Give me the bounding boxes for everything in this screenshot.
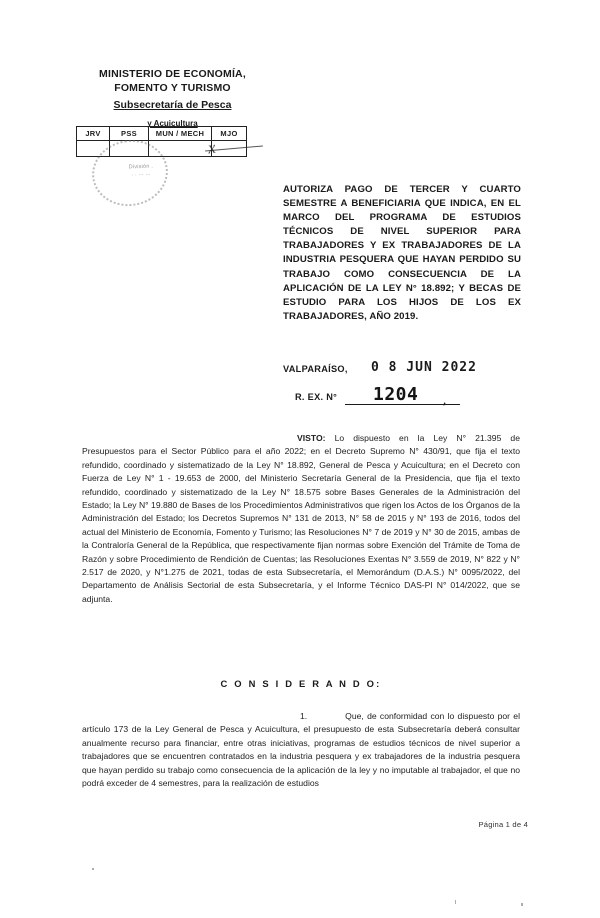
visa-col-mun-mech: MUN / MECH [149, 127, 212, 141]
visa-col-jrv: JRV [77, 127, 110, 141]
handwritten-signature-icon: x [206, 137, 217, 158]
subject-block: AUTORIZA PAGO DE TERCER Y CUARTO SEMESTRE A BENEFICIARIA QUE INDICA, EN EL MARCO DEL PROGRAMA DE ESTUDIOS TÉCNICOS DE NIVEL SUPERIOR PARA TRABAJADORES Y EX TRABAJADORES DE LA INDUSTRIA PESQUERA QUE HAYAN PERDIDO SU TRABAJO COMO CONSECUENCIA DE LA APLICACIÓN DE LA LEY N° 18.892; Y BECAS DE ESTUDIO PARA LOS HIJOS DE LOS EX TRABAJADORES, AÑO 2019. [283, 184, 521, 322]
place-date-row [283, 360, 523, 378]
stamp-text-line-2: . . ... ... [131, 170, 151, 178]
resolution-number-value: 1204 [373, 384, 419, 405]
stamp-text [110, 163, 172, 179]
subsecretaria-line: Subsecretaría de Pesca [113, 99, 232, 111]
resolution-number-label: R. EX. N° [295, 392, 338, 402]
considerando-item-1 [82, 710, 520, 790]
scan-speck [455, 900, 456, 904]
scan-speck [521, 903, 523, 906]
visa-col-mjo: MJO [212, 127, 247, 141]
visto-text: Lo dispuesto en la Ley N° 21.395 de Presupuestos para el Sector Público para el año 2022; en el Decreto Supremo N° 430/91, que fija el texto refundido, coordinado y sistematizado de la Ley N° 18.892, General de Pesca y Acuicultura; en el Decreto con Fuerza de Ley N° 1 - 19.653 de 2000, del Ministerio Secretaría General de la Presidencia, que fija el texto refundido, coordinado y sistematizado de la Ley N° 18.575 sobre Bases Generales de la Administración del Estado; la Ley N° 19.880 de Bases de los Procedimientos Administrativos que rigen los Actos de los Órganos de la Administración del Estado; los Decretos Supremos N° 131 de 2013, N° 58 de 2015 y N° 193 de 2016, todos del actual del Ministerio de Economía, Fomento y Turismo; las Resoluciones N° 7 de 2019 y N° 30 de 2015, ambas de la Contraloría General de la República, que respectivamente fijan normas sobre Exención del Trámite de Toma de Razón y sobre Procedimiento de Rendición de Cuentas; las Resoluciones Exentas N° 3.559 de 2019, N° 822 y N° 2.517 de 2020, y N°1.275 de 2021, todas de esta Subsecretaría, el Memorándum (D.A.S.) N° 0095/2022, del Departamento de Análisis Sectorial de esta Subsecretaría, y el Informe Técnico DAS-PI N° 014/2022, que se adjunta. [82, 433, 520, 604]
acuicultura-line: y Acuicultura [147, 119, 198, 128]
considerando-item-number: 1. [300, 711, 308, 721]
letterhead [70, 68, 275, 131]
page-footer: Página 1 de 4 [478, 820, 528, 829]
resolution-number-comma: , [443, 392, 447, 407]
scan-speck [92, 868, 94, 870]
considerando-item-text: Que, de conformidad con lo dispuesto por el artículo 173 de la Ley General de Pesca y Acuicultura, el presupuesto de esta Subsecretaría deberá consultar anualmente recurso para financiar, entre otras iniciativas, programas de estudios técnicos de nivel superior a trabajadores que se encuentren contratados en la industria pesquera y ex trabajadores de la industria pesquera que hayan perdido su trabajo como consecuencia de la aplicación de la ley y no imputable al trabajador, el que no podrá exceder de 4 semestres, para la realización de estudios [82, 711, 520, 789]
considerando-heading: C O N S I D E R A N D O: [220, 678, 382, 689]
place-label: VALPARAÍSO, [283, 364, 348, 374]
visa-col-pss: PSS [110, 127, 149, 141]
resolution-number-row [295, 386, 525, 408]
date-stamp: 0 8 JUN 2022 [371, 360, 477, 375]
stamp-text-line-1: División . [128, 163, 154, 171]
ministry-line-2: FOMENTO Y TURISMO [114, 81, 231, 94]
ministry-line-1: MINISTERIO DE ECONOMÍA, [99, 68, 246, 80]
visto-paragraph [82, 432, 520, 606]
visto-lead-word: VISTO: [297, 433, 326, 443]
visa-header-row [77, 127, 247, 141]
